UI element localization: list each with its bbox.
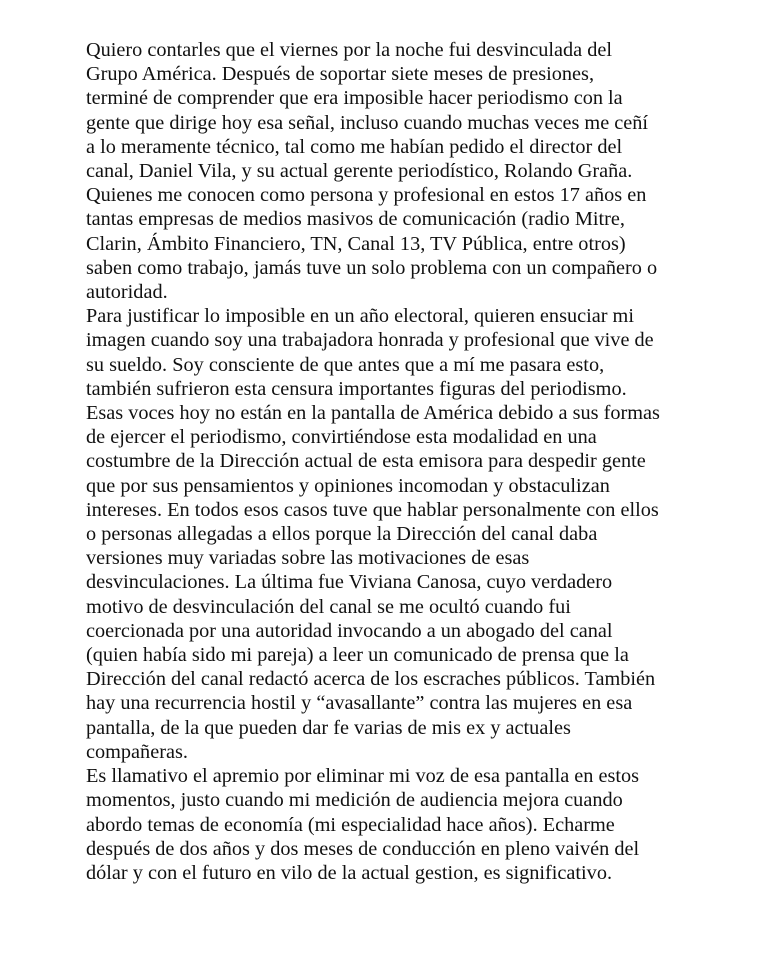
text-line: Quiero contarles que el viernes por la noche fui desvinculada del — [86, 39, 612, 61]
text-line: compañeras. — [86, 740, 188, 763]
text-line: Dirección del canal redactó acerca de los escraches públicos. También — [86, 668, 656, 691]
text-line: de ejercer el periodismo, convirtiéndose esta modalidad en una — [86, 426, 597, 449]
text-line: a lo meramente técnico, tal como me habían pedido el director del — [86, 135, 623, 158]
text-line: canal, Daniel Vila, y su actual gerente periodístico, Rolando Graña. — [86, 160, 633, 183]
text-line: costumbre de la Dirección actual de esta emisora para despedir gente — [86, 450, 646, 473]
text-line: que por sus pensamientos y opiniones incomodan y obstaculizan — [86, 474, 610, 497]
text-line: Esas voces hoy no están en la pantalla de América debido a sus formas — [86, 402, 660, 425]
text-line: intereses. En todos esos casos tuve que hablar personalmente con ellos — [86, 498, 659, 521]
text-line: Es llamativo el apremio por eliminar mi voz de esa pantalla en estos — [86, 765, 640, 788]
text-line: hay una recurrencia hostil y “avasallante” contra las mujeres en esa — [86, 692, 633, 715]
text-line: autoridad. — [86, 281, 168, 304]
text-line: abordo temas de economía (mi especialidad hace años). Echarme — [86, 813, 615, 836]
text-line: Para justificar lo imposible en un año electoral, quieren ensuciar mi — [86, 305, 634, 328]
statement-text — [86, 38, 726, 885]
text-line: terminé de comprender que era imposible hacer periodismo con la — [86, 87, 623, 110]
text-line: pantalla, de la que pueden dar fe varias de mis ex y actuales — [86, 716, 571, 739]
text-line: Clarin, Ámbito Financiero, TN, Canal 13, TV Pública, entre otros) — [86, 232, 626, 255]
text-line: coercionada por una autoridad invocando a un abogado del canal — [86, 619, 613, 642]
text-line: Grupo América. Después de soportar siete meses de presiones, — [86, 63, 595, 86]
text-line: Quienes me conocen como persona y profesional en estos 17 años en — [86, 184, 647, 207]
text-line: (quien había sido mi pareja) a leer un comunicado de prensa que la — [86, 644, 629, 667]
text-line: gente que dirige hoy esa señal, incluso cuando muchas veces me ceñí — [86, 111, 649, 134]
text-line: su sueldo. Soy consciente de que antes que a mí me pasara esto, — [86, 353, 605, 376]
text-line: o personas allegadas a ellos porque la Dirección del canal daba — [86, 523, 598, 546]
text-line: imagen cuando soy una trabajadora honrada y profesional que vive de — [86, 329, 654, 352]
text-line: también sufrieron esta censura importantes figuras del periodismo. — [86, 377, 627, 400]
text-line: momentos, justo cuando mi medición de audiencia mejora cuando — [86, 789, 623, 812]
text-line: dólar y con el futuro en vilo de la actual gestion, es significativo. — [86, 861, 613, 884]
text-line: tantas empresas de medios masivos de comunicación (radio Mitre, — [86, 208, 625, 231]
text-line: versiones muy variadas sobre las motivaciones de esas — [86, 547, 530, 570]
text-line: motivo de desvinculación del canal se me ocultó cuando fui — [86, 595, 571, 618]
text-line: saben como trabajo, jamás tuve un solo problema con un compañero o — [86, 256, 658, 279]
text-line: después de dos años y dos meses de conducción en pleno vaivén del — [86, 837, 640, 860]
text-line: desvinculaciones. La última fue Viviana Canosa, cuyo verdadero — [86, 571, 613, 594]
